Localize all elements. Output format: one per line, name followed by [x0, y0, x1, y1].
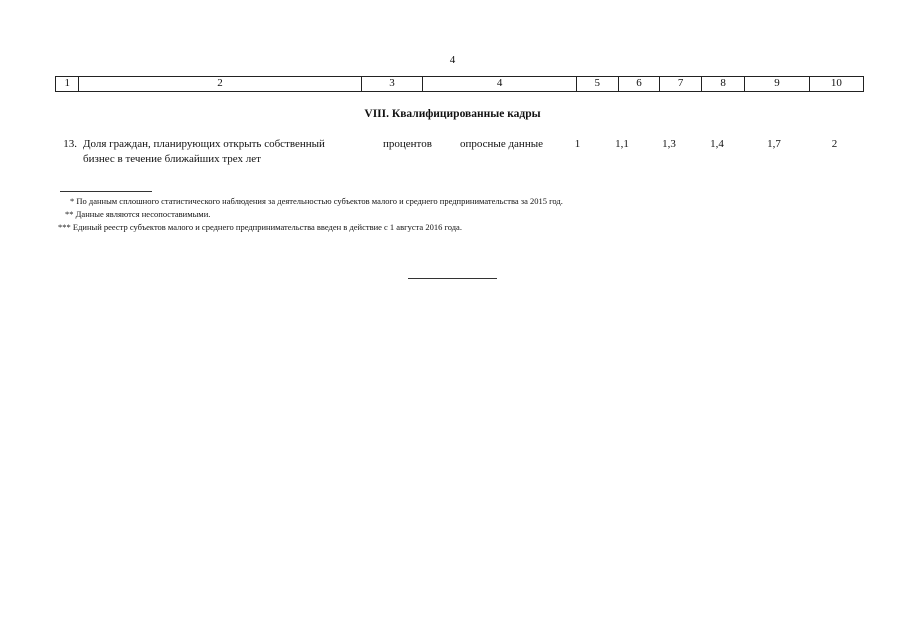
indicator-name-line1: Доля граждан, планирующих открыть собственный [83, 138, 325, 150]
header-cell: 6 [618, 77, 659, 91]
indicator-name-line2: бизнес в течение ближайших трех лет [83, 153, 261, 165]
header-cell: 5 [576, 77, 618, 91]
page-number: 4 [449, 54, 456, 66]
unit-cell: процентов [383, 138, 432, 150]
footnote-2: ** Данные являются несопоставимыми. [65, 209, 211, 219]
header-cell: 4 [422, 77, 575, 91]
section-title: VIII. Квалифицированные кадры [364, 108, 541, 120]
value-cell: 1,1 [615, 138, 629, 150]
header-cell: 3 [361, 77, 423, 91]
table-row [55, 137, 864, 167]
footnote-1: * По данным сплошного статистического наблюдения за деятельностью субъектов малого и среднего предпринимательства за 2015 год. [70, 196, 563, 206]
value-cell: 2 [831, 138, 838, 150]
footnote-separator [60, 191, 152, 192]
header-cell: 9 [744, 77, 809, 91]
header-cell: 10 [809, 77, 864, 91]
indicator-name [81, 137, 383, 167]
row-number: 13. [63, 138, 77, 150]
header-cell: 1 [55, 77, 78, 91]
footnotes [58, 195, 838, 234]
footnote-3: *** Единый реестр субъектов малого и среднего предпринимательства введен в действие с 1 августа 2016 года. [58, 222, 462, 232]
header-cell: 7 [659, 77, 701, 91]
value-cell: 1,7 [767, 138, 781, 150]
end-separator [408, 278, 497, 279]
value-cell: 1 [574, 138, 581, 150]
value-cell: 1,3 [662, 138, 676, 150]
source-cell: опросные данные [460, 138, 543, 150]
table-header-row [55, 76, 864, 92]
header-cell: 8 [701, 77, 744, 91]
header-cell: 2 [78, 77, 360, 91]
value-cell: 1,4 [710, 138, 724, 150]
